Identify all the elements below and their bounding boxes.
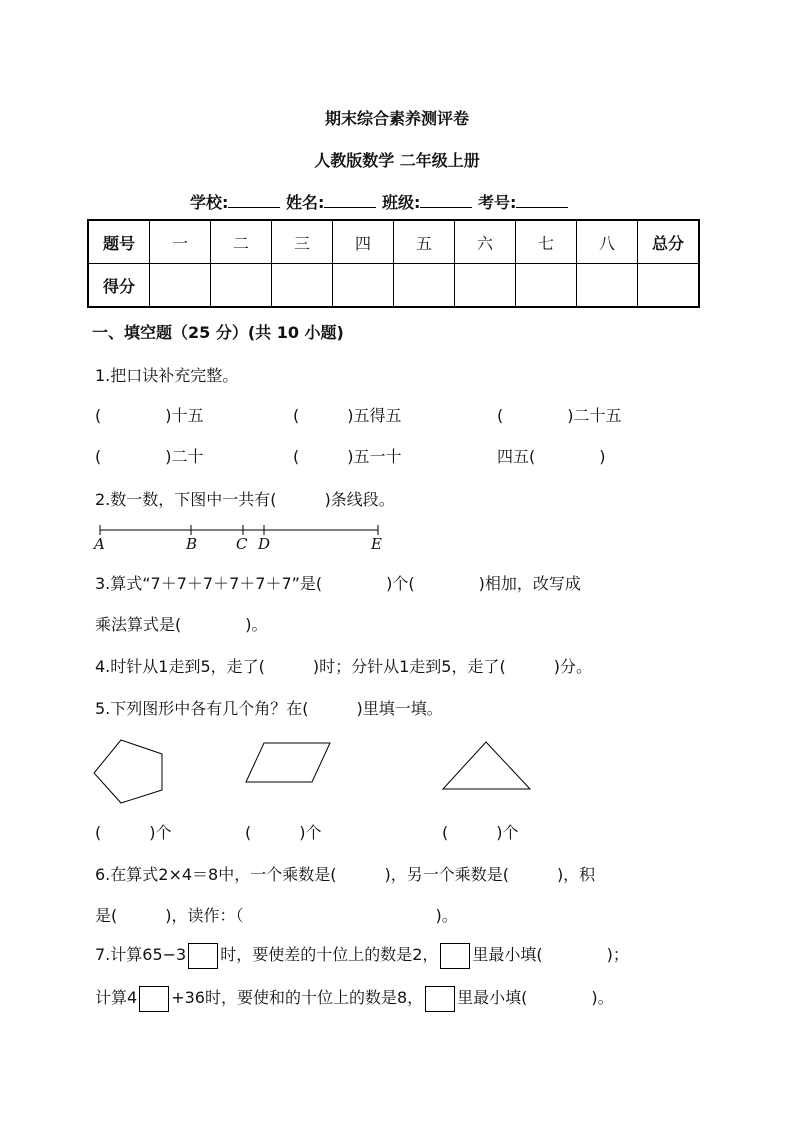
score-table-cell: 得分 (88, 264, 150, 308)
q1-blank[interactable]: ( )二十五 (497, 406, 622, 425)
q7-answer-box[interactable] (188, 943, 218, 969)
question-6-line-2: 是( )，读作：（ )。 (95, 906, 458, 925)
q1-blank[interactable]: ( )五一十 (293, 447, 402, 466)
q7-text-c: 里最小填( )； (472, 945, 629, 964)
page-title: 期末综合素养测评卷 (324, 109, 469, 128)
score-table-cell: 总分 (638, 220, 700, 264)
question-6-line-1: 6.在算式2×4＝8中，一个乘数是( )，另一个乘数是( )，积 (95, 865, 596, 884)
point-label-d: D (258, 535, 271, 553)
score-table-cell: 五 (394, 220, 455, 264)
score-input-cell[interactable] (394, 264, 455, 308)
score-table-score-row (88, 264, 699, 308)
score-table-header-row (88, 220, 699, 264)
school-label: 学校: (190, 193, 229, 212)
q1-blank[interactable]: ( )十五 (95, 406, 204, 425)
question-5: 5.下列图形中各有几个角？在( )里填一填。 (95, 699, 443, 718)
score-table-cell: 二 (211, 220, 272, 264)
class-label: 班级: (381, 193, 421, 212)
q1-blank[interactable]: ( )五得五 (293, 406, 402, 425)
score-input-cell[interactable] (516, 264, 577, 308)
question-2: 2.数一数，下图中一共有( )条线段。 (95, 490, 395, 509)
q7-text-a: 7.计算65−3 (95, 945, 187, 964)
question-4: 4.时针从1走到5，走了( )时；分针从1走到5，走了( )分。 (95, 657, 592, 676)
name-field[interactable] (324, 191, 376, 208)
score-table-cell: 三 (272, 220, 333, 264)
score-table-cell: 六 (455, 220, 516, 264)
q7-answer-box[interactable] (139, 986, 169, 1012)
exam-number-field[interactable] (516, 191, 568, 208)
score-input-cell[interactable] (150, 264, 211, 308)
point-label-e: E (371, 535, 382, 553)
score-input-cell[interactable] (272, 264, 333, 308)
score-table-cell: 八 (577, 220, 638, 264)
score-table-cell: 四 (333, 220, 394, 264)
score-table (87, 219, 700, 308)
q5-answer-parallelogram[interactable]: ( )个 (245, 823, 322, 842)
page-subtitle: 人教版数学 二年级上册 (314, 151, 480, 170)
q7-text-d: 计算4 (95, 988, 138, 1007)
score-input-cell[interactable] (211, 264, 272, 308)
exam-number-label: 考号: (477, 193, 517, 212)
name-label: 姓名: (285, 193, 325, 212)
q7-text-f: 里最小填( )。 (457, 988, 614, 1007)
q7-answer-box[interactable] (425, 986, 455, 1012)
q1-blank[interactable]: ( )二十 (95, 447, 204, 466)
q5-answer-pentagon[interactable]: ( )个 (95, 823, 172, 842)
question-3-line-1: 3.算式“7＋7＋7＋7＋7＋7”是( )个( )相加，改写成 (95, 574, 581, 593)
class-field[interactable] (420, 191, 472, 208)
score-input-cell[interactable] (333, 264, 394, 308)
q7-text-b: 时，要使差的十位上的数是2， (220, 945, 439, 964)
q5-answer-triangle[interactable]: ( )个 (442, 823, 519, 842)
score-input-cell[interactable] (577, 264, 638, 308)
question-3-line-2: 乘法算式是( )。 (95, 615, 268, 634)
point-label-a: A (94, 535, 105, 553)
question-7-line-2 (95, 985, 614, 1012)
score-table-cell: 一 (150, 220, 211, 264)
score-input-cell[interactable] (638, 264, 700, 308)
point-label-c: C (236, 535, 248, 553)
question-7-line-1 (95, 942, 629, 969)
shapes-figure (88, 735, 538, 810)
q7-answer-box[interactable] (440, 943, 470, 969)
question-1: 1.把口诀补充完整。 (95, 366, 239, 385)
score-table-cell: 题号 (88, 220, 150, 264)
q1-blank[interactable]: 四五( ) (497, 447, 606, 466)
score-input-cell[interactable] (455, 264, 516, 308)
pentagon-shape (94, 740, 162, 803)
point-label-b: B (186, 535, 198, 553)
score-table-cell: 七 (516, 220, 577, 264)
student-info-line (190, 190, 568, 213)
triangle-shape (443, 742, 530, 789)
school-field[interactable] (228, 191, 280, 208)
section-heading: 一、填空题（25 分）(共 10 小题) (92, 323, 344, 342)
q7-text-e: +36时，要使和的十位上的数是8， (171, 988, 424, 1007)
parallelogram-shape (246, 743, 330, 782)
